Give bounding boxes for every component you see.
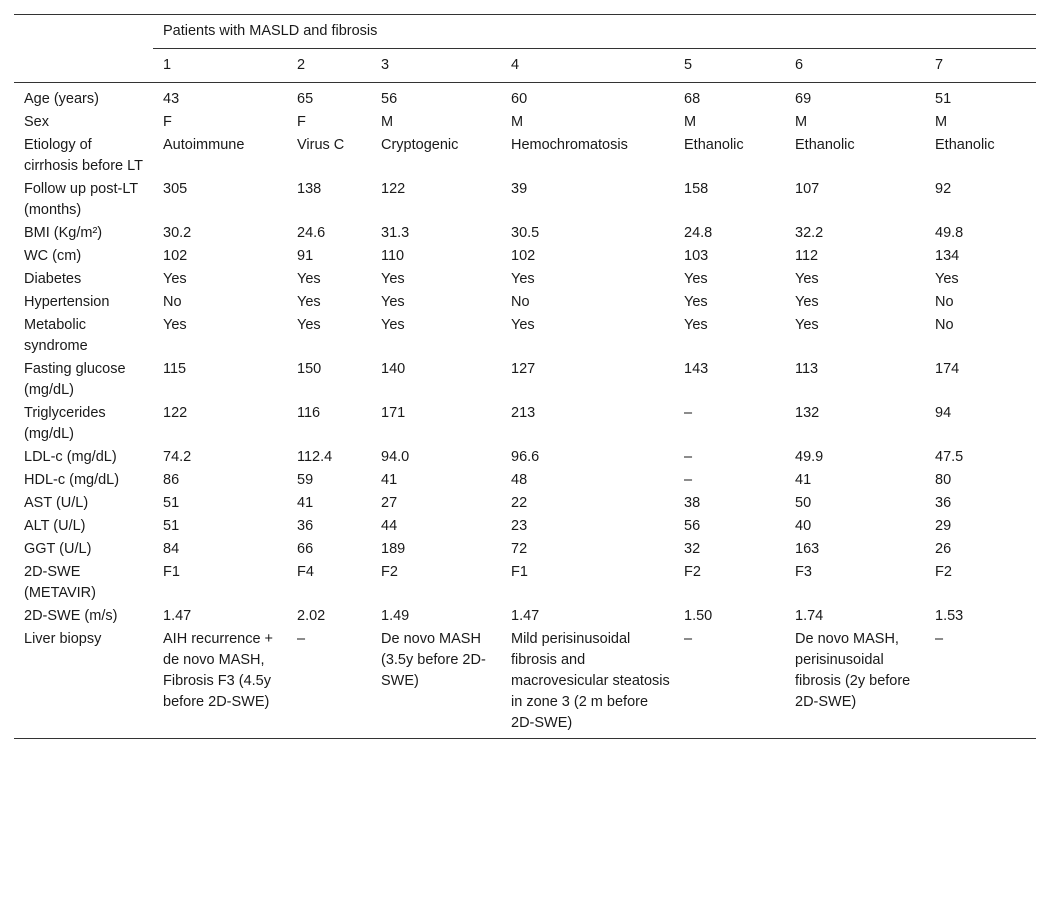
cell-patient-3: 140: [381, 361, 406, 377]
cell-patient-6: 112: [795, 248, 819, 264]
cell-patient-6: 107: [795, 181, 820, 197]
cell-patient-5: –: [684, 472, 693, 488]
cell-patient-3: 56: [381, 91, 398, 107]
cell-patient-4: 60: [511, 91, 528, 107]
table-row: [14, 222, 1036, 245]
cell-patient-7: –: [925, 628, 1036, 739]
cell-patient-4: 72: [511, 541, 528, 557]
row-label: BMI (Kg/m²): [24, 225, 103, 241]
cell-patient-3: F2: [381, 564, 398, 580]
cell-patient-2: 2.02: [297, 608, 326, 624]
cell-patient-6: Yes: [795, 317, 819, 333]
cell-patient-1: 122: [163, 405, 188, 421]
table-row: [14, 291, 1036, 314]
cell-patient-3: 44: [381, 518, 398, 534]
cell-patient-1: 74.2: [163, 449, 192, 465]
cell-patient-5: Yes: [684, 317, 708, 333]
cell-patient-6: F3: [795, 564, 812, 580]
cell-patient-2: 150: [297, 361, 322, 377]
cell-patient-5: 56: [684, 518, 701, 534]
cell-patient-7: 92: [935, 181, 952, 197]
cell-patient-7: 1.53: [935, 608, 964, 624]
cell-patient-6: 132: [795, 405, 820, 421]
row-label: Metabolic syndrome: [24, 317, 88, 354]
empty-corner: [14, 15, 153, 49]
table-body: [14, 83, 1036, 739]
table-row: [14, 628, 1036, 739]
cell-patient-4: 1.47: [511, 608, 540, 624]
cell-patient-2: Yes: [297, 317, 321, 333]
cell-patient-4: Yes: [511, 271, 535, 287]
cell-patient-6: 50: [795, 495, 812, 511]
group-header: Patients with MASLD and fibrosis: [153, 15, 1036, 49]
cell-patient-5: 68: [684, 91, 701, 107]
table-row: [14, 469, 1036, 492]
cell-patient-6: 41: [795, 472, 812, 488]
empty-corner-2: [14, 49, 153, 83]
group-header-row: [14, 15, 1036, 49]
cell-patient-2: 59: [297, 472, 314, 488]
row-label: Hypertension: [24, 294, 110, 310]
cell-patient-5: 143: [684, 361, 709, 377]
cell-patient-7: 49.8: [935, 225, 964, 241]
cell-patient-7: No: [935, 317, 954, 333]
cell-patient-6: De novo MASH, perisinusoidal fibrosis (2y before 2D-SWE): [785, 628, 925, 739]
cell-patient-3: 41: [381, 472, 398, 488]
patient-header-row: [14, 49, 1036, 83]
row-label: Liver biopsy: [14, 628, 153, 739]
cell-patient-5: Ethanolic: [684, 137, 744, 153]
cell-patient-1: 102: [163, 248, 188, 264]
table-row: [14, 358, 1036, 402]
cell-patient-2: 91: [297, 248, 314, 264]
cell-patient-7: 29: [935, 518, 952, 534]
cell-patient-5: Yes: [684, 271, 708, 287]
table-row: [14, 314, 1036, 358]
table-row: [14, 402, 1036, 446]
cell-patient-7: Ethanolic: [935, 137, 995, 153]
cell-patient-3: 94.0: [381, 449, 410, 465]
cell-patient-2: 112.4: [297, 449, 333, 465]
cell-patient-1: F1: [163, 564, 180, 580]
row-label: Sex: [24, 114, 49, 130]
patients-table: [14, 14, 1036, 739]
table-row: [14, 561, 1036, 605]
cell-patient-4: Yes: [511, 317, 535, 333]
patient-header-3: 3: [371, 49, 501, 83]
cell-patient-4: 22: [511, 495, 528, 511]
cell-patient-7: F2: [935, 564, 952, 580]
table-row: [14, 83, 1036, 112]
cell-patient-7: Yes: [935, 271, 959, 287]
cell-patient-4: 102: [511, 248, 536, 264]
cell-patient-1: 115: [163, 361, 187, 377]
cell-patient-2: 116: [297, 405, 321, 421]
cell-patient-3: M: [381, 114, 394, 130]
cell-patient-3: 27: [381, 495, 398, 511]
cell-patient-3: 122: [381, 181, 406, 197]
cell-patient-2: F4: [297, 564, 314, 580]
table-row: [14, 492, 1036, 515]
cell-patient-1: AIH recurrence + de novo MASH, Fibrosis F3 (4.5y before 2D-SWE): [153, 628, 287, 739]
patient-header-7: 7: [925, 49, 1036, 83]
cell-patient-2: 138: [297, 181, 322, 197]
row-label: WC (cm): [24, 248, 82, 264]
cell-patient-1: Yes: [163, 271, 187, 287]
table-row: [14, 268, 1036, 291]
cell-patient-6: 113: [795, 361, 819, 377]
cell-patient-7: 47.5: [935, 449, 964, 465]
cell-patient-1: No: [163, 294, 182, 310]
cell-patient-1: 1.47: [163, 608, 192, 624]
table-row: [14, 178, 1036, 222]
table-row: [14, 111, 1036, 134]
cell-patient-1: 84: [163, 541, 180, 557]
cell-patient-5: Yes: [684, 294, 708, 310]
row-label: 2D-SWE (METAVIR): [24, 564, 96, 601]
cell-patient-3: 189: [381, 541, 406, 557]
cell-patient-6: 49.9: [795, 449, 824, 465]
cell-patient-4: 127: [511, 361, 536, 377]
patient-header-5: 5: [674, 49, 785, 83]
cell-patient-4: 39: [511, 181, 528, 197]
cell-patient-6: 32.2: [795, 225, 824, 241]
cell-patient-2: Yes: [297, 271, 321, 287]
cell-patient-5: M: [684, 114, 697, 130]
table-row: [14, 134, 1036, 178]
row-label: Fasting glucose (mg/dL): [24, 361, 126, 398]
cell-patient-1: 86: [163, 472, 180, 488]
cell-patient-3: Cryptogenic: [381, 137, 459, 153]
row-label: 2D-SWE (m/s): [24, 608, 118, 624]
row-label: GGT (U/L): [24, 541, 92, 557]
cell-patient-3: 1.49: [381, 608, 410, 624]
patient-header-1: 1: [153, 49, 287, 83]
cell-patient-6: Yes: [795, 271, 819, 287]
patient-header-6: 6: [785, 49, 925, 83]
cell-patient-2: –: [287, 628, 371, 739]
cell-patient-6: Yes: [795, 294, 819, 310]
row-label: AST (U/L): [24, 495, 89, 511]
cell-patient-6: 40: [795, 518, 812, 534]
table-row: [14, 245, 1036, 268]
cell-patient-6: 163: [795, 541, 820, 557]
cell-patient-3: 31.3: [381, 225, 410, 241]
table-container: [14, 14, 1036, 739]
table-row: [14, 605, 1036, 628]
row-label: Etiology of cirrhosis before LT: [24, 137, 143, 174]
cell-patient-6: Ethanolic: [795, 137, 855, 153]
cell-patient-4: 30.5: [511, 225, 540, 241]
cell-patient-5: 24.8: [684, 225, 713, 241]
row-label: LDL-c (mg/dL): [24, 449, 117, 465]
cell-patient-1: 51: [163, 495, 180, 511]
patient-header-2: 2: [287, 49, 371, 83]
cell-patient-2: 36: [297, 518, 314, 534]
cell-patient-7: 134: [935, 248, 960, 264]
cell-patient-3: De novo MASH (3.5y before 2D-SWE): [371, 628, 501, 739]
cell-patient-4: F1: [511, 564, 528, 580]
row-label: Diabetes: [24, 271, 82, 287]
cell-patient-4: 96.6: [511, 449, 540, 465]
cell-patient-1: 51: [163, 518, 180, 534]
cell-patient-7: M: [935, 114, 948, 130]
cell-patient-5: –: [674, 628, 785, 739]
row-label: Triglycerides (mg/dL): [24, 405, 106, 442]
cell-patient-6: M: [795, 114, 808, 130]
cell-patient-5: 1.50: [684, 608, 713, 624]
row-label: Follow up post-LT (months): [24, 181, 138, 218]
cell-patient-1: Autoimmune: [163, 137, 245, 153]
cell-patient-3: 171: [381, 405, 406, 421]
cell-patient-2: 41: [297, 495, 314, 511]
cell-patient-7: 36: [935, 495, 952, 511]
cell-patient-5: F2: [684, 564, 701, 580]
cell-patient-4: 48: [511, 472, 528, 488]
cell-patient-7: 26: [935, 541, 952, 557]
cell-patient-3: Yes: [381, 317, 405, 333]
cell-patient-4: 23: [511, 518, 528, 534]
cell-patient-4: Hemochromatosis: [511, 137, 628, 153]
cell-patient-3: Yes: [381, 271, 405, 287]
cell-patient-5: 38: [684, 495, 701, 511]
cell-patient-1: Yes: [163, 317, 187, 333]
cell-patient-2: 66: [297, 541, 314, 557]
cell-patient-5: –: [684, 405, 693, 421]
cell-patient-7: 174: [935, 361, 960, 377]
cell-patient-4: Mild perisinusoidal fibrosis and macrovesicular steatosis in zone 3 (2 m before 2D-SWE): [501, 628, 674, 739]
cell-patient-2: 65: [297, 91, 314, 107]
cell-patient-7: 94: [935, 405, 952, 421]
table-row: [14, 538, 1036, 561]
cell-patient-4: 213: [511, 405, 536, 421]
table-row: [14, 446, 1036, 469]
cell-patient-5: –: [684, 449, 693, 465]
cell-patient-2: 24.6: [297, 225, 326, 241]
cell-patient-7: 80: [935, 472, 952, 488]
cell-patient-2: F: [297, 114, 306, 130]
table-row: [14, 515, 1036, 538]
row-label: ALT (U/L): [24, 518, 86, 534]
cell-patient-7: No: [935, 294, 954, 310]
cell-patient-3: Yes: [381, 294, 405, 310]
cell-patient-1: F: [163, 114, 172, 130]
row-label: Age (years): [24, 91, 99, 107]
cell-patient-1: 305: [163, 181, 188, 197]
patient-header-4: 4: [501, 49, 674, 83]
cell-patient-5: 32: [684, 541, 701, 557]
cell-patient-3: 110: [381, 248, 405, 264]
cell-patient-4: M: [511, 114, 524, 130]
cell-patient-1: 30.2: [163, 225, 192, 241]
cell-patient-6: 1.74: [795, 608, 824, 624]
cell-patient-5: 103: [684, 248, 709, 264]
cell-patient-5: 158: [684, 181, 709, 197]
row-label: HDL-c (mg/dL): [24, 472, 120, 488]
cell-patient-2: Yes: [297, 294, 321, 310]
cell-patient-6: 69: [795, 91, 812, 107]
cell-patient-1: 43: [163, 91, 180, 107]
cell-patient-4: No: [511, 294, 530, 310]
cell-patient-7: 51: [935, 91, 952, 107]
cell-patient-2: Virus C: [297, 137, 345, 153]
